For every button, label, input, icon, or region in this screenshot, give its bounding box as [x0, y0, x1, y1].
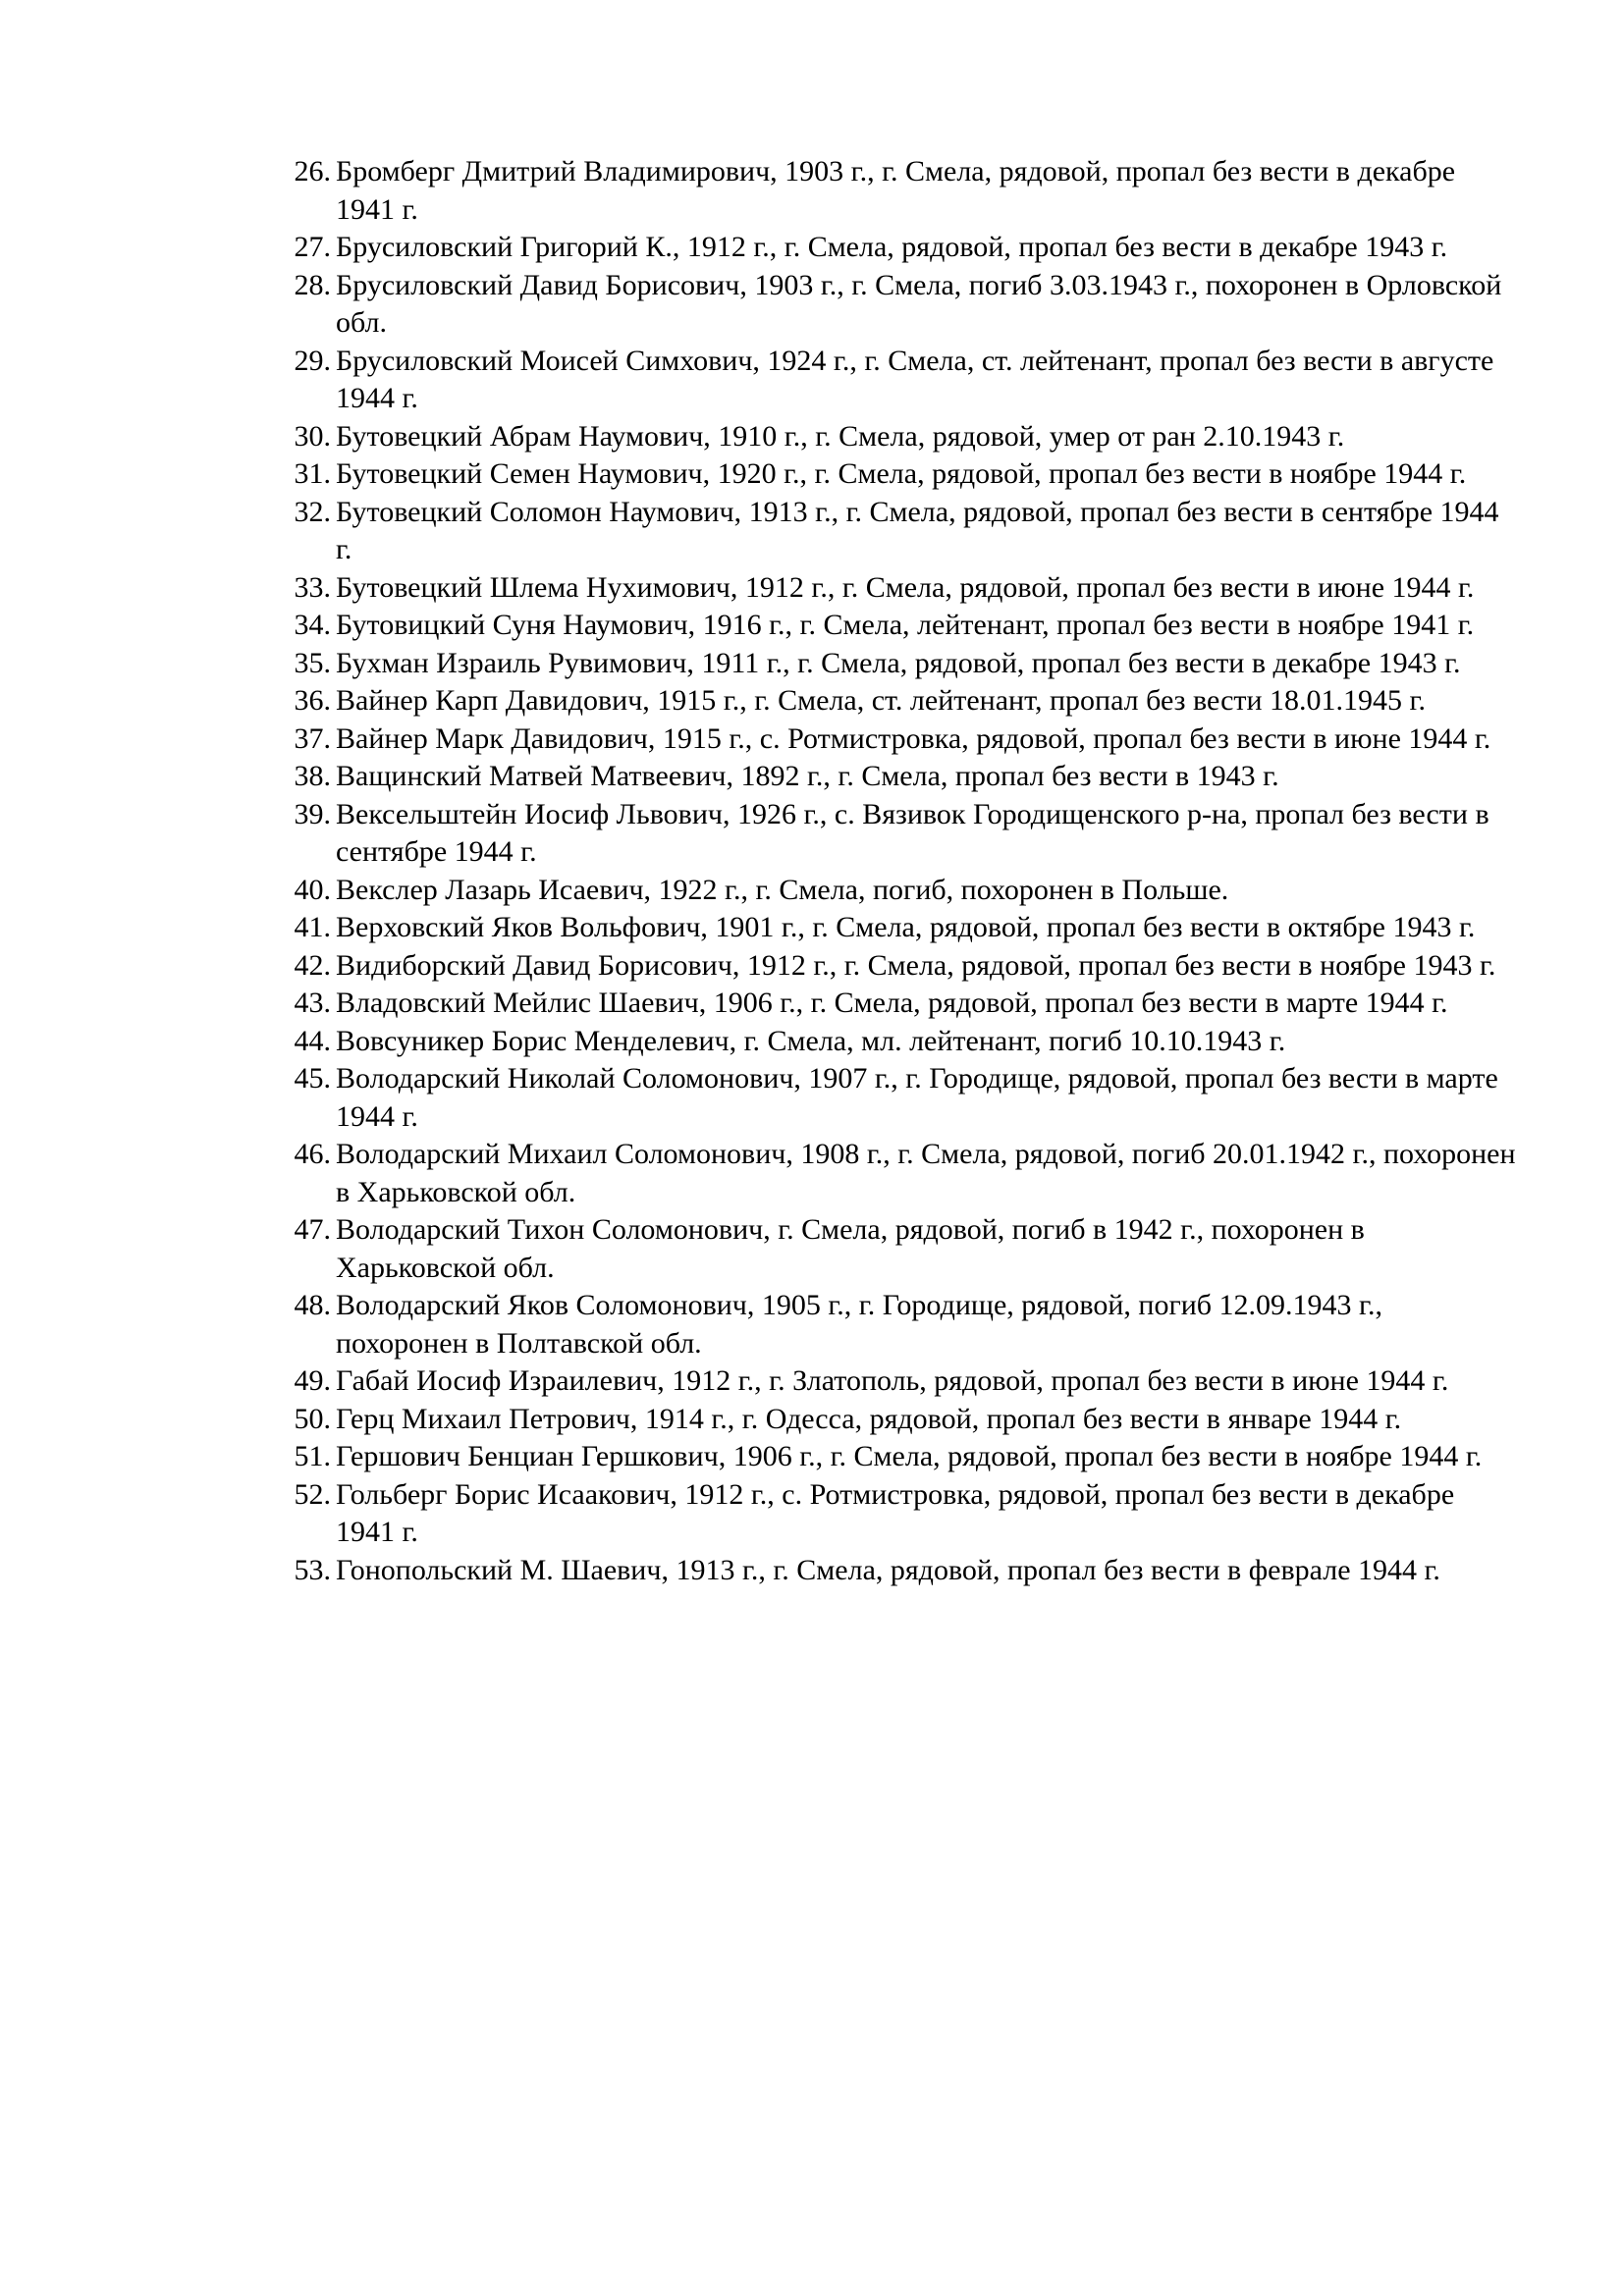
- list-item: [278, 796, 1517, 872]
- list-item: [278, 418, 1517, 456]
- list-item-text: Верховский Яков Вольфович, 1901 г., г. Смела, рядовой, пропал без вести в октябре 1943 г.: [336, 911, 1476, 943]
- list-item-number: 46.: [294, 1138, 331, 1170]
- list-item-number: 29.: [294, 344, 331, 377]
- list-item-number: 40.: [294, 873, 331, 906]
- list-item-text: Герц Михаил Петрович, 1914 г., г. Одесса, рядовой, пропал без вести в январе 1944 г.: [336, 1402, 1402, 1435]
- list-item-text: Гонопольский М. Шаевич, 1913 г., г. Смела, рядовой, пропал без вести в феврале 1944 г.: [336, 1553, 1440, 1586]
- list-item-number: 47.: [294, 1213, 331, 1246]
- list-item-number: 31.: [294, 457, 331, 490]
- list-item-text: Бутовецкий Абрам Наумович, 1910 г., г. Смела, рядовой, умер от ран 2.10.1943 г.: [336, 419, 1345, 453]
- list-item: [278, 455, 1517, 494]
- list-item-text: Бутовицкий Суня Наумович, 1916 г., г. Смела, лейтенант, пропал без вести в ноябре 1941 г.: [336, 609, 1475, 641]
- list-item: [278, 1060, 1517, 1136]
- list-item: [278, 1211, 1517, 1287]
- list-item-text: Вайнер Карп Давидович, 1915 г., г. Смела, ст. лейтенант, пропал без вести 18.01.1945 г.: [336, 684, 1426, 717]
- list-item: [278, 1362, 1517, 1401]
- list-item-text: Бухман Израиль Рувимович, 1911 г., г. Смела, рядовой, пропал без вести в декабре 1943 г.: [336, 646, 1461, 679]
- list-item-text: Владовский Мейлис Шаевич, 1906 г., г. Смела, рядовой, пропал без вести в марте 1944 г.: [336, 987, 1448, 1019]
- list-item-number: 52.: [294, 1477, 331, 1511]
- list-item: [278, 721, 1517, 759]
- list-item-text: Гершович Бенциан Гершкович, 1906 г., г. Смела, рядовой, пропал без вести в ноябре 1944 г.: [336, 1440, 1483, 1472]
- list-item-number: 36.: [294, 684, 331, 717]
- list-item-number: 49.: [294, 1364, 331, 1397]
- list-item: [278, 607, 1517, 645]
- list-item: [278, 1401, 1517, 1439]
- list-item-number: 51.: [294, 1440, 331, 1472]
- list-item-text: Векслер Лазарь Исаевич, 1922 г., г. Смела, погиб, похоронен в Польше.: [336, 873, 1229, 906]
- list-item-text: Ващинский Матвей Матвеевич, 1892 г., г. Смела, пропал без вести в 1943 г.: [336, 760, 1279, 792]
- list-item: [278, 1287, 1517, 1362]
- list-item: [278, 1023, 1517, 1061]
- list-item-number: 27.: [294, 231, 331, 263]
- list-item: [278, 872, 1517, 910]
- list-item-number: 45.: [294, 1062, 331, 1095]
- list-item: [278, 267, 1517, 343]
- list-item: [278, 985, 1517, 1023]
- list-item-text: Бромберг Дмитрий Владимирович, 1903 г., г. Смела, рядовой, пропал без вести в декабре 1941 г.: [336, 155, 1456, 226]
- list-item-number: 43.: [294, 987, 331, 1019]
- list-item-text: Гольберг Борис Исаакович, 1912 г., с. Ротмистровка, рядовой, пропал без вести в декабре 1941 г.: [336, 1477, 1455, 1548]
- list-item-text: Володарский Николай Соломонович, 1907 г., г. Городище, рядовой, пропал без вести в марте 1944 г.: [336, 1062, 1498, 1133]
- list-item: [278, 909, 1517, 947]
- list-item-text: Брусиловский Григорий К., 1912 г., г. Смела, рядовой, пропал без вести в декабре 1943 г.: [336, 231, 1448, 263]
- list-item-number: 44.: [294, 1024, 331, 1057]
- list-item-text: Габай Иосиф Израилевич, 1912 г., г. Златополь, рядовой, пропал без вести в июне 1944 г.: [336, 1364, 1449, 1397]
- list-item: [278, 758, 1517, 796]
- list-item-number: 33.: [294, 570, 331, 604]
- list-item-text: Володарский Яков Соломонович, 1905 г., г. Городище, рядовой, погиб 12.09.1943 г., похоронен в Полтавской обл.: [336, 1289, 1382, 1360]
- list-item: [278, 1438, 1517, 1476]
- list-item-number: 39.: [294, 797, 331, 830]
- list-item: [278, 569, 1517, 608]
- list-item: [278, 682, 1517, 721]
- list-item-number: 38.: [294, 760, 331, 792]
- list-item-text: Брусиловский Давид Борисович, 1903 г., г. Смела, погиб 3.03.1943 г., похоронен в Орловской обл.: [336, 268, 1502, 339]
- list-item: [278, 153, 1517, 229]
- list-item-text: Бутовецкий Соломон Наумович, 1913 г., г. Смела, рядовой, пропал без вести в сентябре 1944 г.: [336, 495, 1499, 565]
- list-item: [278, 494, 1517, 569]
- list-item: [278, 343, 1517, 418]
- list-item-number: 42.: [294, 948, 331, 982]
- list-item-number: 26.: [294, 155, 331, 187]
- list-item-number: 50.: [294, 1402, 331, 1435]
- list-item-number: 37.: [294, 721, 331, 755]
- list-item-number: 48.: [294, 1289, 331, 1321]
- list-item-text: Брусиловский Моисей Симхович, 1924 г., г. Смела, ст. лейтенант, пропал без вести в августе 1944 г.: [336, 344, 1494, 414]
- list-item: [278, 947, 1517, 986]
- list-item-number: 32.: [294, 495, 331, 528]
- list-item-number: 34.: [294, 609, 331, 641]
- list-item-text: Вексельштейн Иосиф Львович, 1926 г., с. Вязивок Городищенского р-на, пропал без вести в сентябре 1944 г.: [336, 797, 1489, 868]
- list-item-text: Вовсуникер Борис Менделевич, г. Смела, мл. лейтенант, погиб 10.10.1943 г.: [336, 1024, 1286, 1057]
- list-item-text: Бутовецкий Шлема Нухимович, 1912 г., г. Смела, рядовой, пропал без вести в июне 1944 г.: [336, 570, 1475, 604]
- list-item-number: 28.: [294, 268, 331, 301]
- list-item-text: Володарский Тихон Соломонович, г. Смела, рядовой, погиб в 1942 г., похоронен в Харьковской обл.: [336, 1213, 1365, 1284]
- list-item: [278, 229, 1517, 267]
- list-item-text: Володарский Михаил Соломонович, 1908 г., г. Смела, рядовой, погиб 20.01.1942 г., похоронен в Харьковской обл.: [336, 1138, 1516, 1208]
- list-item-text: Видиборский Давид Борисович, 1912 г., г. Смела, рядовой, пропал без вести в ноябре 1943 г.: [336, 948, 1496, 982]
- list-item: [278, 645, 1517, 683]
- list-item-number: 35.: [294, 646, 331, 679]
- list-item-number: 41.: [294, 911, 331, 943]
- casualty-list: [278, 153, 1517, 1589]
- list-item: [278, 1552, 1517, 1590]
- list-item-text: Бутовецкий Семен Наумович, 1920 г., г. Смела, рядовой, пропал без вести в ноябре 1944 г.: [336, 457, 1467, 490]
- list-item: [278, 1476, 1517, 1552]
- list-item-text: Вайнер Марк Давидович, 1915 г., с. Ротмистровка, рядовой, пропал без вести в июне 1944 г.: [336, 721, 1491, 755]
- list-item: [278, 1136, 1517, 1211]
- list-item-number: 30.: [294, 419, 331, 453]
- list-item-number: 53.: [294, 1553, 331, 1586]
